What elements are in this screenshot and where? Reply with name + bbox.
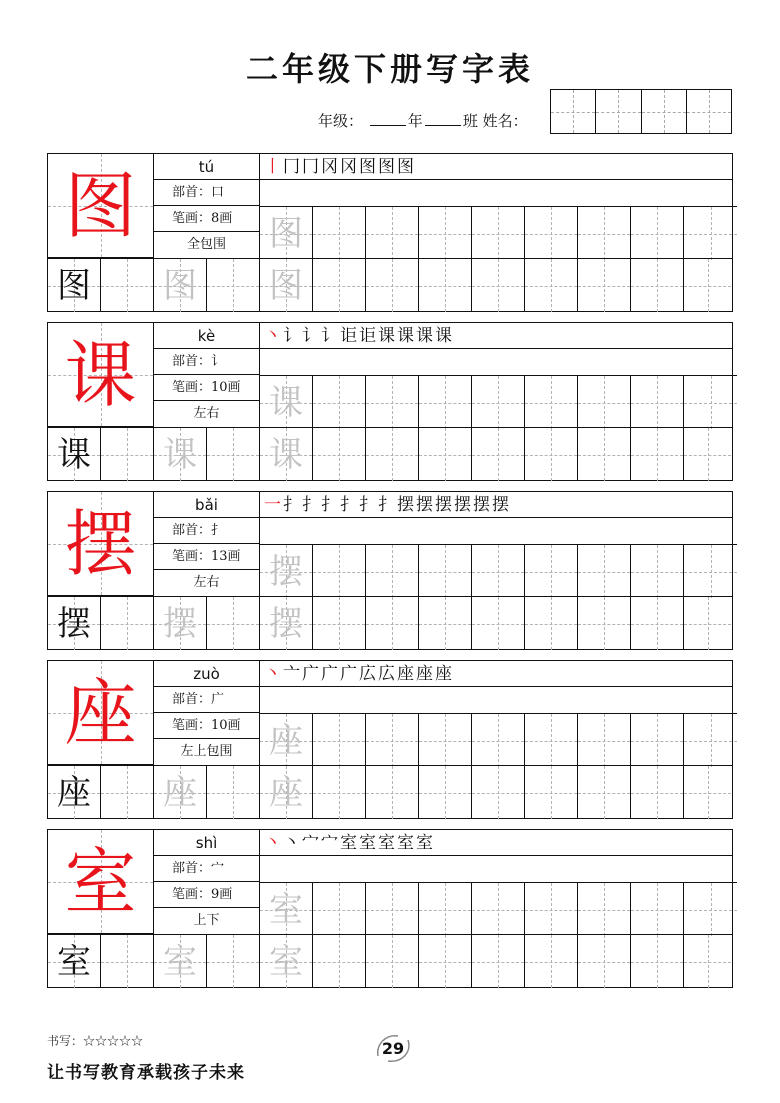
- practice-grid-top[interactable]: [260, 544, 737, 597]
- stroke-step: 图: [378, 157, 397, 177]
- practice-grid-bottom[interactable]: [48, 258, 732, 312]
- stroke-count-info: 笔画：13画: [154, 544, 259, 570]
- practice-cell[interactable]: [366, 259, 419, 312]
- year-label: 年: [407, 112, 423, 130]
- character-block: [47, 153, 733, 312]
- trace-character: 课: [163, 434, 197, 475]
- stroke-step: 课: [435, 326, 454, 346]
- practice-cell[interactable]: [366, 714, 419, 767]
- practice-cell[interactable]: [472, 935, 525, 988]
- rating-stars[interactable]: ☆☆☆☆☆: [83, 1034, 144, 1048]
- stroke-step: 冂: [283, 157, 302, 177]
- practice-cell[interactable]: [419, 597, 472, 650]
- practice-cell[interactable]: [366, 428, 419, 481]
- radical-info: 部首：扌: [154, 518, 259, 544]
- radical-info: 部首：口: [154, 180, 259, 206]
- practice-cell[interactable]: [631, 597, 684, 650]
- practice-cell[interactable]: [472, 207, 525, 260]
- practice-cell[interactable]: [207, 597, 260, 650]
- practice-cell[interactable]: [684, 207, 737, 260]
- practice-cell[interactable]: [419, 935, 472, 988]
- grade-blank[interactable]: [370, 113, 406, 126]
- stroke-step: 扌: [340, 495, 359, 515]
- practice-cell[interactable]: [313, 428, 366, 481]
- practice-cell[interactable]: [313, 714, 366, 767]
- practice-cell[interactable]: [366, 597, 419, 650]
- character-block: [47, 829, 733, 988]
- practice-cell[interactable]: [366, 207, 419, 260]
- practice-cell[interactable]: [207, 428, 260, 481]
- stroke-step: 扌: [321, 495, 340, 515]
- practice-cell[interactable]: [578, 207, 631, 260]
- practice-cell[interactable]: [472, 259, 525, 312]
- practice-grid-top[interactable]: [260, 882, 737, 935]
- practice-cell[interactable]: [684, 714, 737, 767]
- structure: 全包围: [186, 237, 226, 252]
- practice-cell[interactable]: [48, 935, 101, 988]
- practice-cell[interactable]: [472, 376, 525, 429]
- practice-cell[interactable]: [313, 207, 366, 260]
- model-character: 摆: [64, 501, 137, 586]
- pinyin: kè: [154, 323, 259, 349]
- practice-cell[interactable]: [525, 597, 578, 650]
- practice-cell[interactable]: [631, 259, 684, 312]
- stroke-step: 扌: [378, 495, 397, 515]
- blank-row[interactable]: [260, 349, 732, 375]
- practice-cell[interactable]: [419, 259, 472, 312]
- name-cell[interactable]: [551, 90, 596, 133]
- practice-cell[interactable]: [419, 766, 472, 819]
- pinyin: tú: [154, 154, 259, 180]
- stroke-step: 扌: [359, 495, 378, 515]
- class-blank[interactable]: [425, 113, 461, 126]
- practice-cell[interactable]: [472, 766, 525, 819]
- practice-cell[interactable]: [101, 597, 154, 650]
- model-character-cell: [48, 154, 154, 258]
- stroke-count: 13画: [211, 549, 241, 564]
- stroke-step: 冂: [302, 157, 321, 177]
- stroke-step: 冈: [321, 157, 340, 177]
- practice-cell[interactable]: [472, 883, 525, 936]
- practice-cell[interactable]: [419, 207, 472, 260]
- practice-cell[interactable]: [154, 428, 207, 481]
- trace-character: 课: [269, 382, 303, 423]
- page-number-text: 29: [381, 1038, 405, 1058]
- stroke-step: 图: [397, 157, 416, 177]
- character-info: [154, 154, 260, 258]
- stroke-step: 课: [378, 326, 397, 346]
- model-character-cell: [48, 323, 154, 427]
- grade-label: 年级：: [318, 112, 364, 130]
- character-block: [47, 660, 733, 819]
- stroke-step: 室: [359, 833, 378, 853]
- rating: [47, 1032, 143, 1049]
- stroke-step: 室: [397, 833, 416, 853]
- stroke-count: 9画: [211, 887, 233, 902]
- practice-cell[interactable]: [366, 376, 419, 429]
- practice-cell[interactable]: [631, 376, 684, 429]
- practice-cell[interactable]: [260, 545, 313, 598]
- sample-character: 图: [57, 265, 91, 306]
- trace-character: 室: [163, 941, 197, 982]
- student-info: [318, 110, 528, 131]
- practice-cell[interactable]: [578, 714, 631, 767]
- stroke-order: [260, 492, 732, 518]
- name-grid[interactable]: [550, 89, 732, 134]
- stroke-count: 10画: [211, 380, 241, 395]
- practice-cell[interactable]: [472, 428, 525, 481]
- practice-cell[interactable]: [472, 714, 525, 767]
- stroke-step: 丨: [264, 157, 283, 177]
- stroke-count-info: 笔画：8画: [154, 206, 259, 232]
- sample-character: 课: [57, 434, 91, 475]
- practice-cell[interactable]: [154, 935, 207, 988]
- practice-cell[interactable]: [313, 259, 366, 312]
- pinyin: bǎi: [154, 492, 259, 518]
- trace-character: 图: [269, 265, 303, 306]
- practice-cell[interactable]: [525, 259, 578, 312]
- model-character: 课: [64, 332, 137, 417]
- radical: 宀: [211, 861, 225, 876]
- page-number: [372, 1030, 414, 1066]
- practice-cell[interactable]: [684, 428, 731, 481]
- radical: 讠: [211, 354, 225, 369]
- practice-cell[interactable]: [472, 545, 525, 598]
- practice-cell[interactable]: [525, 766, 578, 819]
- stroke-step: 丶: [264, 326, 283, 346]
- practice-cell[interactable]: [260, 428, 313, 481]
- practice-cell[interactable]: [525, 376, 578, 429]
- rating-label: 书写：: [47, 1034, 84, 1048]
- stroke-step: 摆: [435, 495, 454, 515]
- practice-cell[interactable]: [154, 766, 207, 819]
- practice-grid-top[interactable]: [260, 375, 737, 428]
- character-info: [154, 323, 260, 427]
- stroke-step: 广: [302, 664, 321, 684]
- radical: 扌: [211, 523, 225, 538]
- model-character: 图: [64, 163, 137, 248]
- trace-character: 座: [269, 720, 303, 761]
- trace-character: 摆: [269, 603, 303, 644]
- practice-cell[interactable]: [260, 207, 313, 260]
- model-character-cell: [48, 661, 154, 765]
- model-character-cell: [48, 492, 154, 596]
- name-cell[interactable]: [596, 90, 641, 133]
- trace-character: 课: [269, 434, 303, 475]
- practice-cell[interactable]: [578, 766, 631, 819]
- structure: 左右: [193, 575, 220, 590]
- practice-cell[interactable]: [101, 766, 154, 819]
- practice-grid-bottom[interactable]: [48, 765, 732, 819]
- stroke-step: 丶: [264, 833, 283, 853]
- practice-grid-top[interactable]: [260, 713, 737, 766]
- stroke-step: 摆: [454, 495, 473, 515]
- practice-cell[interactable]: [578, 935, 631, 988]
- practice-cell[interactable]: [578, 545, 631, 598]
- practice-cell[interactable]: [419, 714, 472, 767]
- sample-character: 室: [57, 941, 91, 982]
- stroke-step: 座: [397, 664, 416, 684]
- stroke-step: 室: [340, 833, 359, 853]
- practice-grid-top[interactable]: [260, 206, 737, 259]
- practice-cell[interactable]: [48, 597, 101, 650]
- practice-cell[interactable]: [631, 428, 684, 481]
- stroke-order: [260, 661, 732, 687]
- stroke-order: [260, 154, 732, 180]
- structure: 左右: [193, 406, 220, 421]
- practice-cell[interactable]: [525, 714, 578, 767]
- practice-cell[interactable]: [631, 766, 684, 819]
- stroke-step: 宀: [321, 833, 340, 853]
- name-label: 姓名：: [482, 112, 528, 130]
- model-character-cell: [48, 830, 154, 934]
- practice-cell[interactable]: [631, 883, 684, 936]
- stroke-step: 广: [321, 664, 340, 684]
- practice-cell[interactable]: [101, 428, 154, 481]
- pinyin: shì: [154, 830, 259, 856]
- character-info: [154, 661, 260, 765]
- character-block: [47, 322, 733, 481]
- trace-character: 图: [269, 213, 303, 254]
- stroke-step: 宀: [302, 833, 321, 853]
- stroke-step: 広: [359, 664, 378, 684]
- practice-cell[interactable]: [313, 545, 366, 598]
- practice-cell[interactable]: [207, 766, 260, 819]
- practice-cell[interactable]: [419, 428, 472, 481]
- structure: 上下: [193, 913, 220, 928]
- radical: 广: [211, 692, 225, 707]
- radical-info: 部首：宀: [154, 856, 259, 882]
- practice-cell[interactable]: [313, 883, 366, 936]
- practice-cell[interactable]: [313, 597, 366, 650]
- practice-cell[interactable]: [525, 935, 578, 988]
- stroke-step: 座: [416, 664, 435, 684]
- stroke-step: 广: [340, 664, 359, 684]
- sample-character: 摆: [57, 603, 91, 644]
- practice-cell[interactable]: [419, 376, 472, 429]
- practice-cell[interactable]: [260, 259, 313, 312]
- practice-cell[interactable]: [578, 597, 631, 650]
- practice-cell[interactable]: [631, 545, 684, 598]
- trace-character: 座: [269, 772, 303, 813]
- stroke-step: 摆: [416, 495, 435, 515]
- stroke-count-info: 笔画：9画: [154, 882, 259, 908]
- practice-cell[interactable]: [631, 714, 684, 767]
- practice-cell[interactable]: [101, 935, 154, 988]
- practice-cell[interactable]: [260, 883, 313, 936]
- practice-cell[interactable]: [578, 376, 631, 429]
- trace-character: 图: [163, 265, 197, 306]
- stroke-step: 讵: [359, 326, 378, 346]
- stroke-step: 広: [378, 664, 397, 684]
- stroke-step: 摆: [473, 495, 492, 515]
- stroke-order: [260, 830, 732, 856]
- stroke-step: 图: [359, 157, 378, 177]
- practice-cell[interactable]: [419, 545, 472, 598]
- trace-character: 摆: [163, 603, 197, 644]
- stroke-step: 丶: [264, 664, 283, 684]
- practice-cell[interactable]: [684, 376, 737, 429]
- stroke-step: 课: [397, 326, 416, 346]
- practice-grid-bottom[interactable]: [48, 596, 732, 650]
- practice-cell[interactable]: [313, 376, 366, 429]
- blank-row[interactable]: [260, 687, 732, 713]
- practice-cell[interactable]: [525, 428, 578, 481]
- radical-info: 部首：广: [154, 687, 259, 713]
- practice-cell[interactable]: [366, 883, 419, 936]
- practice-cell[interactable]: [366, 545, 419, 598]
- character-info: [154, 492, 260, 596]
- stroke-step: 座: [435, 664, 454, 684]
- blank-row[interactable]: [260, 856, 732, 882]
- practice-cell[interactable]: [48, 766, 101, 819]
- stroke-step: 课: [416, 326, 435, 346]
- practice-cell[interactable]: [313, 935, 366, 988]
- practice-cell[interactable]: [578, 259, 631, 312]
- character-block: [47, 491, 733, 650]
- practice-grid-bottom[interactable]: [48, 934, 732, 988]
- page-title: 二年级下册写字表: [245, 50, 534, 88]
- stroke-step: 丶: [283, 833, 302, 853]
- practice-cell[interactable]: [260, 766, 313, 819]
- trace-character: 室: [269, 941, 303, 982]
- stroke-count: 8画: [211, 211, 233, 226]
- blank-row[interactable]: [260, 518, 732, 544]
- practice-cell[interactable]: [260, 376, 313, 429]
- practice-grid-bottom[interactable]: [48, 427, 732, 481]
- practice-cell[interactable]: [260, 597, 313, 650]
- practice-cell[interactable]: [154, 259, 207, 312]
- blank-row[interactable]: [260, 180, 732, 206]
- stroke-step: 摆: [492, 495, 511, 515]
- practice-cell[interactable]: [366, 766, 419, 819]
- practice-cell[interactable]: [154, 597, 207, 650]
- practice-cell[interactable]: [631, 207, 684, 260]
- practice-cell[interactable]: [260, 714, 313, 767]
- radical-info: 部首：讠: [154, 349, 259, 375]
- practice-cell[interactable]: [313, 766, 366, 819]
- sample-character: 座: [57, 772, 91, 813]
- stroke-count-info: 笔画：10画: [154, 713, 259, 739]
- stroke-step: 室: [416, 833, 435, 853]
- trace-character: 室: [269, 889, 303, 930]
- stroke-count: 10画: [211, 718, 241, 733]
- practice-cell[interactable]: [260, 935, 313, 988]
- stroke-order: [260, 323, 732, 349]
- structure: 左上包围: [180, 744, 233, 759]
- practice-cell[interactable]: [207, 935, 260, 988]
- practice-cell[interactable]: [48, 428, 101, 481]
- trace-character: 座: [163, 772, 197, 813]
- model-character: 座: [64, 670, 137, 755]
- practice-cell[interactable]: [684, 259, 731, 312]
- practice-cell[interactable]: [525, 207, 578, 260]
- practice-cell[interactable]: [525, 883, 578, 936]
- practice-cell[interactable]: [578, 428, 631, 481]
- practice-cell[interactable]: [684, 545, 737, 598]
- practice-cell[interactable]: [684, 597, 731, 650]
- stroke-step: 摆: [397, 495, 416, 515]
- practice-cell[interactable]: [419, 883, 472, 936]
- practice-cell[interactable]: [101, 259, 154, 312]
- practice-cell[interactable]: [366, 935, 419, 988]
- stroke-step: 扌: [302, 495, 321, 515]
- pinyin: zuò: [154, 661, 259, 687]
- stroke-step: 室: [378, 833, 397, 853]
- practice-cell[interactable]: [684, 766, 731, 819]
- stroke-count-info: 笔画：10画: [154, 375, 259, 401]
- practice-cell[interactable]: [578, 883, 631, 936]
- stroke-step: 讠: [302, 326, 321, 346]
- class-label: 班: [462, 112, 478, 130]
- stroke-step: 讠: [283, 326, 302, 346]
- practice-cell[interactable]: [684, 883, 737, 936]
- stroke-step: 扌: [283, 495, 302, 515]
- stroke-step: 一: [264, 495, 283, 515]
- model-character: 室: [64, 839, 137, 924]
- stroke-step: 讠: [321, 326, 340, 346]
- radical: 口: [211, 185, 225, 200]
- practice-cell[interactable]: [207, 259, 260, 312]
- name-cell[interactable]: [642, 90, 687, 133]
- name-cell[interactable]: [687, 90, 731, 133]
- character-info: [154, 830, 260, 934]
- stroke-step: 亠: [283, 664, 302, 684]
- stroke-step: 冈: [340, 157, 359, 177]
- practice-cell[interactable]: [631, 935, 684, 988]
- practice-cell[interactable]: [525, 545, 578, 598]
- slogan: 让书写教育承载孩子未来: [47, 1063, 245, 1083]
- practice-cell[interactable]: [48, 259, 101, 312]
- trace-character: 摆: [269, 551, 303, 592]
- practice-cell[interactable]: [684, 935, 731, 988]
- practice-cell[interactable]: [472, 597, 525, 650]
- stroke-step: 讵: [340, 326, 359, 346]
